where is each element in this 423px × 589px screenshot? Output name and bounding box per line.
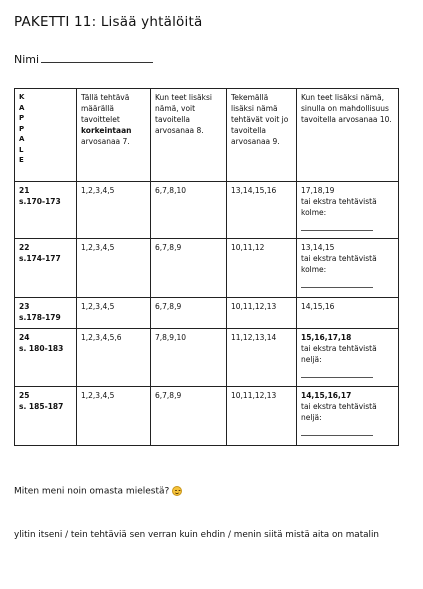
table-row bbox=[15, 387, 399, 446]
question-text: Miten meni noin omasta mielestä? bbox=[14, 486, 170, 497]
self-assessment-question bbox=[14, 486, 182, 497]
kappale-letter: E bbox=[19, 156, 24, 164]
header-grade-7 bbox=[77, 89, 151, 182]
chapter-cell bbox=[15, 387, 77, 446]
smiley-icon bbox=[172, 486, 182, 496]
header-grade-8: Kun teet lisäksi nämä, voit tavoitella arvosanaa 8. bbox=[151, 89, 227, 182]
extra-tasks-label: tai ekstra tehtävistä kolme: bbox=[301, 254, 377, 274]
extra-tasks-blank[interactable] bbox=[301, 287, 373, 288]
name-label: Nimi bbox=[14, 53, 40, 66]
grade-8-tasks: 6,7,8,10 bbox=[151, 182, 227, 239]
chapter-cell bbox=[15, 182, 77, 239]
grade-10-tasks bbox=[297, 239, 399, 298]
kappale-letter: K bbox=[19, 93, 25, 101]
chapter-cell bbox=[15, 298, 77, 329]
table-row bbox=[15, 298, 399, 329]
grade-10-task-list: 14,15,16 bbox=[301, 302, 335, 311]
header-grade-7-text: Tällä tehtävä määrällä tavoittelet bbox=[81, 93, 130, 124]
chapter-pages: s.178-179 bbox=[19, 313, 61, 322]
grade-10-tasks bbox=[297, 298, 399, 329]
extra-tasks-blank[interactable] bbox=[301, 435, 373, 436]
grade-10-tasks bbox=[297, 329, 399, 387]
self-assessment-options[interactable]: ylitin itseni / tein tehtäviä sen verran kuin ehdin / menin siitä mistä aita on matalin bbox=[14, 530, 380, 540]
grade-10-tasks bbox=[297, 182, 399, 239]
chapter-cell bbox=[15, 329, 77, 387]
name-blank-line[interactable] bbox=[41, 52, 153, 63]
chapter-pages: s.170-173 bbox=[19, 197, 61, 206]
grade-9-tasks: 10,11,12 bbox=[227, 239, 297, 298]
kappale-letter: A bbox=[19, 103, 25, 112]
grade-7-tasks: 1,2,3,4,5,6 bbox=[77, 329, 151, 387]
chapter-cell bbox=[15, 239, 77, 298]
kappale-letter: A bbox=[19, 135, 25, 143]
kappale-letter: L bbox=[19, 145, 24, 154]
chapter-number: 22 bbox=[19, 243, 30, 252]
chapter-number: 24 bbox=[19, 333, 30, 342]
grade-10-task-list: 15,16,17,18 bbox=[301, 333, 352, 342]
table-row bbox=[15, 182, 399, 239]
header-kappale bbox=[15, 89, 77, 182]
grade-7-tasks: 1,2,3,4,5 bbox=[77, 387, 151, 446]
chapter-number: 21 bbox=[19, 186, 30, 195]
assignment-table bbox=[14, 88, 399, 446]
grade-9-tasks: 10,11,12,13 bbox=[227, 387, 297, 446]
header-grade-10: Kun teet lisäksi nämä, sinulla on mahdollisuus tavoitella arvosanaa 10. bbox=[297, 89, 399, 182]
grade-9-tasks: 11,12,13,14 bbox=[227, 329, 297, 387]
name-field-row bbox=[14, 52, 153, 66]
page-title: PAKETTI 11: Lisää yhtälöitä bbox=[14, 14, 203, 30]
kappale-letter: P bbox=[19, 114, 25, 122]
extra-tasks-label: tai ekstra tehtävistä kolme: bbox=[301, 197, 377, 217]
header-grade-7-grade: arvosanaa 7. bbox=[81, 137, 130, 146]
chapter-number: 25 bbox=[19, 391, 30, 400]
extra-tasks-label: tai ekstra tehtävistä neljä: bbox=[301, 402, 377, 422]
table-row bbox=[15, 239, 399, 298]
grade-7-tasks: 1,2,3,4,5 bbox=[77, 239, 151, 298]
grade-9-tasks: 10,11,12,13 bbox=[227, 298, 297, 329]
chapter-number: 23 bbox=[19, 302, 30, 311]
grade-10-task-list: 17,18,19 bbox=[301, 186, 335, 195]
grade-8-tasks: 6,7,8,9 bbox=[151, 387, 227, 446]
extra-tasks-blank[interactable] bbox=[301, 377, 373, 378]
table-row bbox=[15, 329, 399, 387]
extra-tasks-blank[interactable] bbox=[301, 230, 373, 231]
header-grade-9: Tekemällä lisäksi nämä tehtävät voit jo tavoitella arvosanaa 9. bbox=[227, 89, 297, 182]
chapter-pages: s. 185-187 bbox=[19, 402, 64, 411]
grade-7-tasks: 1,2,3,4,5 bbox=[77, 182, 151, 239]
chapter-pages: s. 180-183 bbox=[19, 344, 64, 353]
kappale-letter: P bbox=[19, 124, 25, 133]
header-grade-7-emphasis: korkeintaan bbox=[81, 126, 132, 135]
grade-10-task-list: 14,15,16,17 bbox=[301, 391, 352, 400]
table-header-row bbox=[15, 89, 399, 182]
grade-8-tasks: 6,7,8,9 bbox=[151, 298, 227, 329]
grade-8-tasks: 6,7,8,9 bbox=[151, 239, 227, 298]
kappale-vertical-label bbox=[19, 92, 72, 166]
chapter-pages: s.174-177 bbox=[19, 254, 61, 263]
grade-8-tasks: 7,8,9,10 bbox=[151, 329, 227, 387]
grade-10-tasks bbox=[297, 387, 399, 446]
extra-tasks-label: tai ekstra tehtävistä neljä: bbox=[301, 344, 377, 364]
grade-7-tasks: 1,2,3,4,5 bbox=[77, 298, 151, 329]
grade-10-task-list: 13,14,15 bbox=[301, 243, 335, 252]
grade-9-tasks: 13,14,15,16 bbox=[227, 182, 297, 239]
